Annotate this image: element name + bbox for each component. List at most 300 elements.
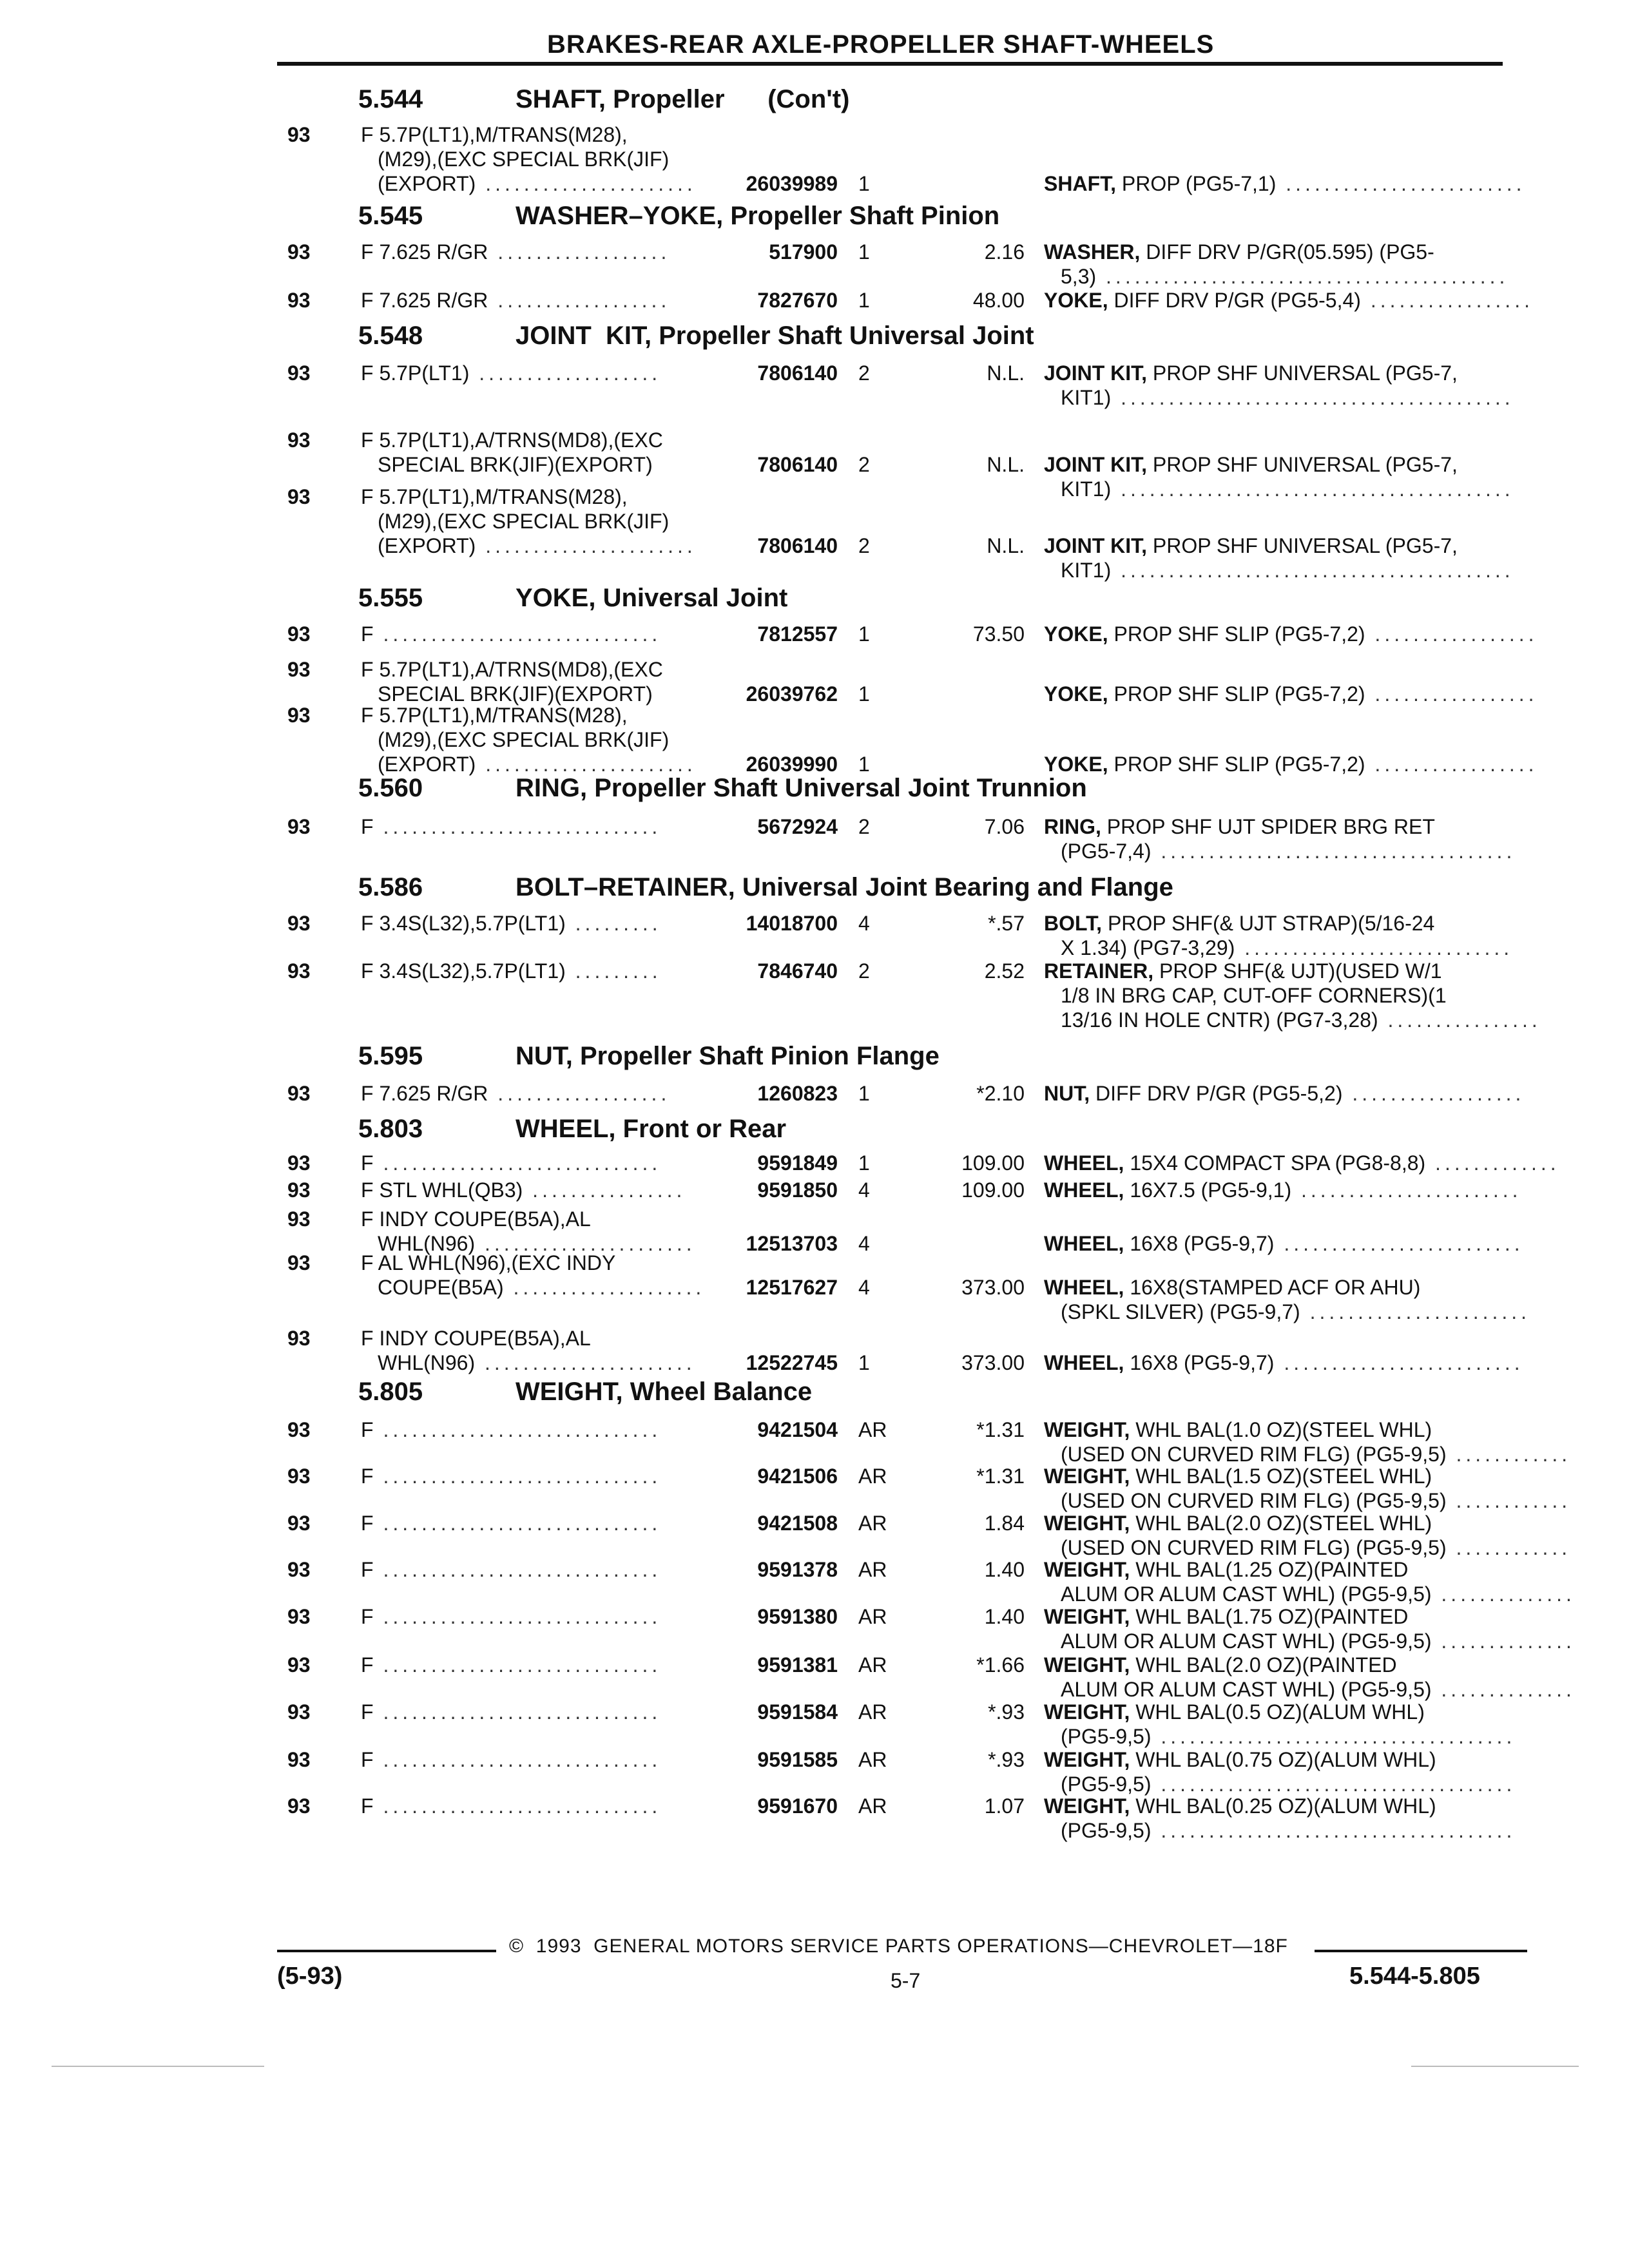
part-name-text: PROP SHF SLIP (PG5-7,2)	[1108, 682, 1365, 706]
part-name	[1044, 911, 1518, 960]
part-name-noun: WEIGHT,	[1044, 1748, 1130, 1771]
part-name-text: 1/8 IN BRG CAP, CUT-OFF CORNERS)(1	[1061, 984, 1447, 1007]
footer-section-range: 5.544-5.805	[1349, 1963, 1480, 1990]
model-year: 93	[287, 1748, 311, 1771]
usage-line: (M29),(EXC SPECIAL BRK(JIF)	[378, 510, 670, 533]
usage-line: F .............................	[361, 1748, 662, 1771]
price: 109.00	[961, 1178, 1025, 1202]
leader-dots: .............................	[373, 1558, 662, 1581]
part-number: 9421506	[757, 1465, 838, 1488]
section-title: NUT, Propeller Shaft Pinion Flange	[516, 1042, 940, 1070]
quantity: 1	[858, 622, 870, 646]
leader-dots: .............	[1425, 1151, 1560, 1175]
leader-dots: .............................	[373, 815, 662, 838]
part-name	[1044, 452, 1518, 501]
part-number: 7846740	[757, 959, 838, 983]
part-name-text: PROP SHF UNIVERSAL (PG5-7,	[1147, 453, 1458, 476]
part-name	[1044, 1231, 1524, 1256]
leader-dots: .........................................	[1111, 559, 1514, 582]
model-year: 93	[287, 1178, 311, 1202]
usage-line: F 5.7P(LT1) ...................	[361, 361, 662, 385]
part-name-text: WHL BAL(1.0 OZ)(STEEL WHL)	[1130, 1418, 1432, 1441]
part-name-noun: WHEEL,	[1044, 1151, 1124, 1175]
leader-dots: ......................	[476, 534, 697, 557]
usage-line: F .............................	[361, 1605, 662, 1628]
leader-dots: .............................	[373, 1794, 662, 1818]
part-name	[1044, 1700, 1518, 1749]
part-name-line	[1044, 1464, 1518, 1488]
quantity: 2	[858, 361, 870, 385]
leader-dots: ............................	[1235, 936, 1514, 959]
part-name-line	[1044, 1442, 1572, 1466]
quantity: AR	[858, 1418, 887, 1441]
leader-dots: ..............	[1431, 1678, 1576, 1701]
part-name-text: DIFF DRV P/GR (PG5-5,2)	[1090, 1082, 1343, 1105]
part-name-text: 16X8 (PG5-9,7)	[1124, 1232, 1275, 1255]
usage-line: WHL(N96) ......................	[378, 1232, 696, 1255]
part-name-line	[1044, 385, 1518, 410]
part-name-text: 15X4 COMPACT SPA (PG8-8,8)	[1124, 1151, 1426, 1175]
price: 1.84	[984, 1512, 1025, 1535]
section-number: 5.803	[358, 1115, 423, 1143]
usage-line: F 5.7P(LT1),M/TRANS(M28),	[361, 485, 628, 508]
usage-line: F .............................	[361, 1558, 662, 1581]
part-number: 9591585	[757, 1748, 838, 1771]
part-number: 14018700	[746, 912, 838, 935]
part-name-text: 5,3)	[1061, 265, 1097, 288]
part-number: 12513703	[746, 1232, 838, 1255]
running-header-title: BRAKES-REAR AXLE-PROPELLER SHAFT-WHEELS	[547, 30, 1215, 59]
leader-dots: .............................	[373, 1653, 662, 1677]
price: 109.00	[961, 1151, 1025, 1175]
quantity: 2	[858, 453, 870, 476]
section-number: 5.560	[358, 774, 423, 802]
leader-dots: .............................	[373, 1700, 662, 1724]
part-name-text: 16X8 (PG5-9,7)	[1124, 1351, 1275, 1374]
part-name-text: (PG5-7,4)	[1061, 840, 1152, 863]
part-name-line	[1044, 1535, 1572, 1560]
part-number: 1260823	[757, 1082, 838, 1105]
part-name	[1044, 814, 1518, 863]
part-name	[1044, 533, 1518, 582]
footer-copyright: © 1993 GENERAL MOTORS SERVICE PARTS OPERATIONS—CHEVROLET—18F	[509, 1936, 1288, 1957]
part-name-line	[1044, 1582, 1576, 1606]
leader-dots: .........................	[1274, 1232, 1524, 1255]
leader-dots: .....................................	[1151, 1819, 1516, 1842]
usage-line: (M29),(EXC SPECIAL BRK(JIF)	[378, 728, 670, 751]
quantity: AR	[858, 1748, 887, 1771]
leader-dots: .............................	[373, 1151, 662, 1175]
part-name	[1044, 171, 1526, 196]
leader-dots: ..............	[1431, 1629, 1576, 1653]
part-name-noun: WHEEL,	[1044, 1178, 1124, 1202]
section-number: 5.545	[358, 202, 423, 230]
part-name-noun: WHEEL,	[1044, 1351, 1124, 1374]
price: *2.10	[976, 1082, 1025, 1105]
part-name-line	[1044, 1677, 1576, 1702]
part-name	[1044, 1464, 1572, 1513]
part-name-line	[1044, 983, 1518, 1008]
leader-dots: ..................	[1342, 1082, 1525, 1105]
leader-dots: .........................................	[1111, 477, 1514, 501]
part-name-text: (PG5-9,5)	[1061, 1773, 1152, 1796]
leader-dots: .........................	[1276, 172, 1526, 195]
leader-dots: .......................	[1291, 1178, 1522, 1202]
part-name-text: 13/16 IN HOLE CNTR) (PG7-3,28)	[1061, 1008, 1378, 1032]
usage-line: F 5.7P(LT1),M/TRANS(M28),	[361, 704, 628, 727]
part-name-line	[1044, 1151, 1560, 1175]
price: 1.40	[984, 1605, 1025, 1628]
section-title: SHAFT, Propeller (Con't)	[516, 85, 850, 113]
part-number: 26039989	[746, 172, 838, 195]
part-name-text: PROP SHF(& UJT STRAP)(5/16-24	[1102, 912, 1435, 935]
section-number: 5.555	[358, 584, 423, 612]
part-name-line	[1044, 558, 1518, 582]
model-year: 93	[287, 485, 311, 508]
part-name-noun: YOKE,	[1044, 289, 1108, 312]
part-name	[1044, 1604, 1576, 1653]
part-name-line	[1044, 1604, 1518, 1629]
model-year: 93	[287, 1151, 311, 1175]
footer-revision-date: (5-93)	[277, 1963, 343, 1990]
usage-line: F .............................	[361, 815, 662, 838]
leader-dots: .........	[565, 912, 662, 935]
part-name-line	[1044, 1275, 1518, 1300]
section-title: WHEEL, Front or Rear	[516, 1115, 787, 1143]
part-name-line	[1044, 452, 1518, 477]
leader-dots: ................	[523, 1178, 686, 1202]
model-year: 93	[287, 658, 311, 681]
leader-dots: .............................	[373, 1418, 662, 1441]
usage-line: SPECIAL BRK(JIF)(EXPORT)	[378, 682, 653, 706]
part-number: 9591849	[757, 1151, 838, 1175]
model-year: 93	[287, 123, 311, 146]
leader-dots: ......................	[476, 172, 697, 195]
model-year: 93	[287, 1558, 311, 1581]
leader-dots: ................	[1378, 1008, 1541, 1032]
model-year: 93	[287, 1251, 311, 1274]
section-title: YOKE, Universal Joint	[516, 584, 788, 612]
section-title: JOINT KIT, Propeller Shaft Universal Joint	[516, 322, 1034, 350]
part-name	[1044, 622, 1538, 646]
price: 1.40	[984, 1558, 1025, 1581]
part-number: 9421504	[757, 1418, 838, 1441]
part-number: 9591584	[757, 1700, 838, 1724]
part-number: 5672924	[757, 815, 838, 838]
usage-line: F 5.7P(LT1),A/TRNS(MD8),(EXC	[361, 658, 663, 681]
part-name-text: KIT1)	[1061, 477, 1112, 501]
part-name-line	[1044, 1350, 1524, 1375]
part-name-text: (USED ON CURVED RIM FLG) (PG5-9,5)	[1061, 1489, 1447, 1512]
model-year: 93	[287, 428, 311, 452]
section-title: WEIGHT, Wheel Balance	[516, 1378, 813, 1406]
section-number: 5.548	[358, 322, 423, 350]
part-name-text: WHL BAL(0.5 OZ)(ALUM WHL)	[1130, 1700, 1425, 1724]
quantity: 2	[858, 815, 870, 838]
part-name-noun: WEIGHT,	[1044, 1558, 1130, 1581]
part-name-line	[1044, 1629, 1576, 1653]
part-name-line	[1044, 171, 1526, 196]
scan-artifact-line	[1411, 2066, 1579, 2067]
part-name-text: PROP SHF UNIVERSAL (PG5-7,	[1147, 361, 1458, 385]
quantity: 2	[858, 534, 870, 557]
part-number: 7806140	[757, 534, 838, 557]
part-name-text: KIT1)	[1061, 559, 1112, 582]
header-rule	[277, 62, 1503, 66]
part-name-line	[1044, 264, 1518, 289]
part-number: 26039762	[746, 682, 838, 706]
usage-line: F .............................	[361, 1653, 662, 1677]
section-title: BOLT–RETAINER, Universal Joint Bearing and Flange	[516, 873, 1173, 901]
quantity: 2	[858, 959, 870, 983]
part-name-text: WHL BAL(2.0 OZ)(PAINTED	[1130, 1653, 1397, 1677]
part-name-text: X 1.34) (PG7-3,29)	[1061, 936, 1235, 959]
part-number: 9591670	[757, 1794, 838, 1818]
leader-dots: .......................	[1300, 1300, 1531, 1323]
price: *1.31	[976, 1418, 1025, 1441]
model-year: 93	[287, 1082, 311, 1105]
part-name-line	[1044, 1008, 1541, 1032]
usage-line: (EXPORT) ......................	[378, 534, 697, 557]
part-name-line	[1044, 911, 1518, 936]
part-name-line	[1044, 361, 1518, 385]
leader-dots: ..................	[488, 240, 671, 264]
usage-line: F 3.4S(L32),5.7P(LT1) .........	[361, 912, 662, 935]
leader-dots: ..................	[488, 289, 671, 312]
part-name-line	[1044, 1818, 1518, 1843]
usage-line: F 7.625 R/GR ..................	[361, 1082, 671, 1105]
part-name-noun: WEIGHT,	[1044, 1465, 1130, 1488]
part-name-line	[1044, 1557, 1518, 1582]
part-name-noun: WEIGHT,	[1044, 1794, 1130, 1818]
part-name	[1044, 959, 1541, 1032]
usage-line: COUPE(B5A) ....................	[378, 1276, 706, 1299]
usage-line: F 7.625 R/GR ..................	[361, 289, 671, 312]
model-year: 93	[287, 815, 311, 838]
quantity: 1	[858, 1351, 870, 1374]
part-name-noun: NUT,	[1044, 1082, 1090, 1105]
model-year: 93	[287, 1327, 311, 1350]
part-name-noun: RING,	[1044, 815, 1101, 838]
part-name-line	[1044, 1488, 1572, 1513]
part-name-line	[1044, 839, 1518, 863]
price: *.57	[988, 912, 1025, 935]
section-number: 5.805	[358, 1378, 423, 1406]
part-name-text: WHL BAL(0.25 OZ)(ALUM WHL)	[1130, 1794, 1436, 1818]
leader-dots: .............................	[373, 1748, 662, 1771]
leader-dots: .........	[565, 959, 662, 983]
price: N.L.	[987, 534, 1025, 557]
part-name-text: DIFF DRV P/GR(05.595) (PG5-	[1140, 240, 1434, 264]
quantity: 4	[858, 912, 870, 935]
usage-line: F 7.625 R/GR ..................	[361, 240, 671, 264]
part-name-line	[1044, 959, 1518, 983]
leader-dots: ...................	[469, 361, 662, 385]
part-name-noun: WEIGHT,	[1044, 1605, 1130, 1628]
leader-dots: .............................	[373, 1512, 662, 1535]
quantity: 1	[858, 1151, 870, 1175]
part-number: 7812557	[757, 622, 838, 646]
usage-line: F .............................	[361, 1512, 662, 1535]
model-year: 93	[287, 1418, 311, 1441]
leader-dots: .....................................	[1151, 840, 1516, 863]
price: 2.16	[984, 240, 1025, 264]
leader-dots: .........................	[1274, 1351, 1524, 1374]
part-name-noun: WEIGHT,	[1044, 1418, 1130, 1441]
model-year: 93	[287, 1653, 311, 1677]
part-name	[1044, 1653, 1576, 1702]
price: 73.50	[972, 622, 1025, 646]
leader-dots: ......................	[476, 753, 697, 776]
part-name-text: KIT1)	[1061, 386, 1112, 409]
part-name-line	[1044, 1300, 1531, 1324]
model-year: 93	[287, 1605, 311, 1628]
usage-line: (EXPORT) ......................	[378, 753, 697, 776]
part-name-text: PROP (PG5-7,1)	[1116, 172, 1277, 195]
leader-dots: .............................	[373, 622, 662, 646]
part-name	[1044, 1557, 1576, 1606]
part-name-noun: YOKE,	[1044, 753, 1108, 776]
part-number: 9421508	[757, 1512, 838, 1535]
part-name	[1044, 1747, 1518, 1796]
part-name-text: WHL BAL(0.75 OZ)(ALUM WHL)	[1130, 1748, 1436, 1771]
part-name-text: WHL BAL(1.25 OZ)(PAINTED	[1130, 1558, 1409, 1581]
part-name-noun: JOINT KIT,	[1044, 453, 1148, 476]
model-year: 93	[287, 289, 311, 312]
part-name-line	[1044, 1653, 1518, 1677]
part-name-line	[1044, 1724, 1518, 1749]
model-year: 93	[287, 361, 311, 385]
price: *.93	[988, 1700, 1025, 1724]
part-name-text: (SPKL SILVER) (PG5-9,7)	[1061, 1300, 1300, 1323]
usage-line: F .............................	[361, 1700, 662, 1724]
price: 7.06	[984, 815, 1025, 838]
footer-page-number: 5-7	[891, 1969, 921, 1992]
section-number: 5.586	[358, 873, 423, 901]
part-name-line	[1044, 240, 1518, 264]
part-name	[1044, 288, 1534, 312]
part-name-line	[1044, 936, 1518, 960]
part-name-noun: WHEEL,	[1044, 1232, 1124, 1255]
leader-dots: ..........................................	[1096, 265, 1509, 288]
part-number: 9591378	[757, 1558, 838, 1581]
price: 1.07	[984, 1794, 1025, 1818]
usage-line: F .............................	[361, 622, 662, 646]
part-name	[1044, 1081, 1525, 1106]
part-name-text: PROP SHF SLIP (PG5-7,2)	[1108, 753, 1365, 776]
part-number: 12522745	[746, 1351, 838, 1374]
part-name-text: WHL BAL(2.0 OZ)(STEEL WHL)	[1130, 1512, 1432, 1535]
leader-dots: .................	[1360, 289, 1534, 312]
part-number: 9591850	[757, 1178, 838, 1202]
part-name-line	[1044, 533, 1518, 558]
part-name-line	[1044, 1794, 1518, 1818]
part-name-noun: YOKE,	[1044, 682, 1108, 706]
leader-dots: ....................	[503, 1276, 706, 1299]
section-title: RING, Propeller Shaft Universal Joint Trunnion	[516, 774, 1087, 802]
part-name	[1044, 1178, 1522, 1202]
usage-line: F AL WHL(N96),(EXC INDY	[361, 1251, 616, 1274]
quantity: AR	[858, 1558, 887, 1581]
part-name-noun: WEIGHT,	[1044, 1512, 1130, 1535]
price: *.93	[988, 1748, 1025, 1771]
quantity: AR	[858, 1700, 887, 1724]
part-name-line	[1044, 814, 1518, 839]
leader-dots: .................	[1365, 622, 1538, 646]
model-year: 93	[287, 959, 311, 983]
part-number: 7806140	[757, 453, 838, 476]
part-number: 26039990	[746, 753, 838, 776]
part-name-text: (PG5-9,5)	[1061, 1725, 1152, 1748]
leader-dots: ............	[1446, 1536, 1572, 1559]
part-name-noun: JOINT KIT,	[1044, 534, 1148, 557]
part-name	[1044, 752, 1538, 776]
model-year: 93	[287, 622, 311, 646]
part-name-line	[1044, 1511, 1518, 1535]
part-name-text: (PG5-9,5)	[1061, 1819, 1152, 1842]
usage-line: WHL(N96) ......................	[378, 1351, 696, 1374]
quantity: 1	[858, 172, 870, 195]
quantity: 1	[858, 1082, 870, 1105]
part-name-line	[1044, 1178, 1522, 1202]
part-name-text: 16X7.5 (PG5-9,1)	[1124, 1178, 1292, 1202]
section-number: 5.595	[358, 1042, 423, 1070]
part-number: 9591380	[757, 1605, 838, 1628]
part-name-line	[1044, 1081, 1525, 1106]
part-name-line	[1044, 1747, 1518, 1772]
part-name-line	[1044, 1700, 1518, 1724]
part-number: 7827670	[757, 289, 838, 312]
quantity: 1	[858, 240, 870, 264]
part-name-noun: WEIGHT,	[1044, 1700, 1130, 1724]
usage-line: F .............................	[361, 1151, 662, 1175]
usage-line: F STL WHL(QB3) ................	[361, 1178, 686, 1202]
price: 2.52	[984, 959, 1025, 983]
quantity: 4	[858, 1276, 870, 1299]
part-number: 517900	[769, 240, 838, 264]
usage-line: SPECIAL BRK(JIF)(EXPORT)	[378, 453, 653, 476]
price: *1.31	[976, 1465, 1025, 1488]
footer-rule-right	[1315, 1950, 1527, 1952]
model-year: 93	[287, 1794, 311, 1818]
part-name-line	[1044, 288, 1534, 312]
part-name-noun: WASHER,	[1044, 240, 1141, 264]
part-name-line	[1044, 1418, 1518, 1442]
part-name-text: ALUM OR ALUM CAST WHL) (PG5-9,5)	[1061, 1629, 1432, 1653]
part-name	[1044, 1511, 1572, 1560]
model-year: 93	[287, 1512, 311, 1535]
part-name	[1044, 240, 1518, 289]
part-name-noun: SHAFT,	[1044, 172, 1116, 195]
part-name-line	[1044, 1772, 1518, 1796]
part-number: 9591381	[757, 1653, 838, 1677]
part-name-noun: JOINT KIT,	[1044, 361, 1148, 385]
price: N.L.	[987, 453, 1025, 476]
part-name-text: WHL BAL(1.5 OZ)(STEEL WHL)	[1130, 1465, 1432, 1488]
quantity: 4	[858, 1178, 870, 1202]
part-name-noun: WEIGHT,	[1044, 1653, 1130, 1677]
part-name-text: (USED ON CURVED RIM FLG) (PG5-9,5)	[1061, 1536, 1447, 1559]
leader-dots: .................	[1365, 682, 1538, 706]
scan-artifact-line	[52, 2066, 264, 2067]
part-name-text: WHL BAL(1.75 OZ)(PAINTED	[1130, 1605, 1409, 1628]
leader-dots: .....................................	[1151, 1725, 1516, 1748]
price: *1.66	[976, 1653, 1025, 1677]
quantity: AR	[858, 1465, 887, 1488]
model-year: 93	[287, 240, 311, 264]
leader-dots: ............	[1446, 1489, 1572, 1512]
quantity: AR	[858, 1605, 887, 1628]
